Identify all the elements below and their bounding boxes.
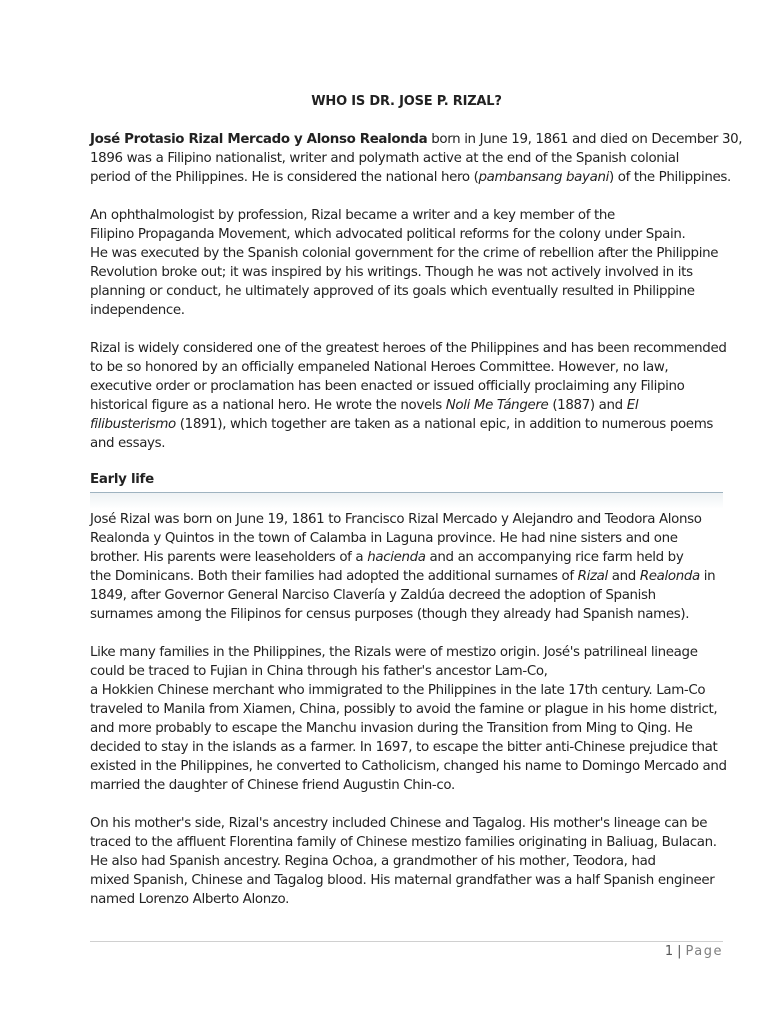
- text-line: He also had Spanish ancestry. Regina Ochoa, a grandmother of his mother, Teodora, had: [90, 854, 656, 869]
- ancestry-paragraph: [90, 643, 727, 795]
- footer-separator: |: [677, 944, 682, 959]
- text-line: traveled to Manila from Xiamen, China, possibly to avoid the famine or plague in his home district,: [90, 702, 718, 717]
- text-line: 1849, after Governor General Narciso Clavería y Zaldúa decreed the adoption of Spanish: [90, 588, 656, 603]
- birth-paragraph: [90, 510, 723, 624]
- page-footer: [665, 944, 723, 959]
- page-number: 1: [664, 944, 674, 959]
- text-line: Realonda y Quintos in the town of Calamba in Laguna province. He had nine sisters and one: [90, 531, 678, 546]
- text-line: José Protasio Rizal Mercado y Alonso Realonda born in June 19, 1861 and died on December 30,: [90, 132, 743, 147]
- text-line: traced to the affluent Florentina family of Chinese mestizo families originating in Baliuag, Bulacan.: [90, 835, 717, 850]
- text-line: decided to stay in the islands as a farmer. In 1697, to escape the bitter anti-Chinese prejudice that: [90, 740, 718, 755]
- section-heading: Early life: [90, 472, 154, 487]
- page-label: Page: [685, 944, 723, 959]
- intro-paragraph: [90, 130, 743, 187]
- text-line: and more probably to escape the Manchu invasion during the Transition from Ming to Qing. He: [90, 721, 693, 736]
- text-line: Filipino Propaganda Movement, which advocated political reforms for the colony under Spain.: [90, 227, 686, 242]
- text-line: surnames among the Filipinos for census purposes (though they already had Spanish names).: [90, 607, 690, 622]
- text-line: named Lorenzo Alberto Alonzo.: [90, 892, 290, 907]
- text-line: existed in the Philippines, he converted to Catholicism, changed his name to Domingo Mercado and: [90, 759, 727, 774]
- full-name: José Protasio Rizal Mercado y Alonso Realonda: [90, 132, 428, 147]
- text-line: José Rizal was born on June 19, 1861 to Francisco Rizal Mercado y Alejandro and Teodora Alonso: [90, 512, 702, 527]
- text-line: mixed Spanish, Chinese and Tagalog blood. His maternal grandfather was a half Spanish engineer: [90, 873, 715, 888]
- text-line: brother. His parents were leaseholders of a hacienda and an accompanying rice farm held by: [90, 550, 684, 565]
- text-line: married the daughter of Chinese friend Augustin Chin-co.: [90, 778, 455, 793]
- footer-divider: [90, 941, 723, 942]
- heading-shade: [90, 493, 723, 509]
- text-line: and essays.: [90, 436, 166, 451]
- text-line: independence.: [90, 303, 185, 318]
- text-line: Rizal is widely considered one of the greatest heroes of the Philippines and has been recommended: [90, 341, 727, 356]
- national-hero-paragraph: [90, 339, 727, 453]
- text-line: a Hokkien Chinese merchant who immigrated to the Philippines in the late 17th century. Lam-Co: [90, 683, 706, 698]
- text-line: period of the Philippines. He is considered the national hero (pambansang bayani) of the Philippines.: [90, 170, 731, 185]
- text-line: An ophthalmologist by profession, Rizal became a writer and a key member of the: [90, 208, 615, 223]
- text-line: planning or conduct, he ultimately approved of its goals which eventually resulted in Philippine: [90, 284, 695, 299]
- profession-paragraph: [90, 206, 723, 320]
- text-line: to be so honored by an officially empaneled National Heroes Committee. However, no law,: [90, 360, 669, 375]
- text-line: filibusterismo (1891), which together are taken as a national epic, in addition to numerous poems: [90, 417, 714, 432]
- text-line: historical figure as a national hero. He wrote the novels Noli Me Tángere (1887) and El: [90, 398, 639, 413]
- text-line: Revolution broke out; it was inspired by his writings. Though he was not actively involved in its: [90, 265, 693, 280]
- document-title: WHO IS DR. JOSE P. RIZAL?: [311, 94, 502, 109]
- text-line: 1896 was a Filipino nationalist, writer and polymath active at the end of the Spanish colonial: [90, 151, 680, 166]
- text-line: could be traced to Fujian in China through his father's ancestor Lam-Co,: [90, 664, 548, 679]
- text-line: Like many families in the Philippines, the Rizals were of mestizo origin. José's patrilineal lineage: [90, 645, 698, 660]
- text-line: He was executed by the Spanish colonial government for the crime of rebellion after the Philippine: [90, 246, 719, 261]
- text-line: the Dominicans. Both their families had adopted the additional surnames of Rizal and Realonda in: [90, 569, 716, 584]
- text-line: On his mother's side, Rizal's ancestry included Chinese and Tagalog. His mother's lineage can be: [90, 816, 708, 831]
- text-line: executive order or proclamation has been enacted or issued officially proclaiming any Filipino: [90, 379, 685, 394]
- maternal-ancestry-paragraph: [90, 814, 723, 909]
